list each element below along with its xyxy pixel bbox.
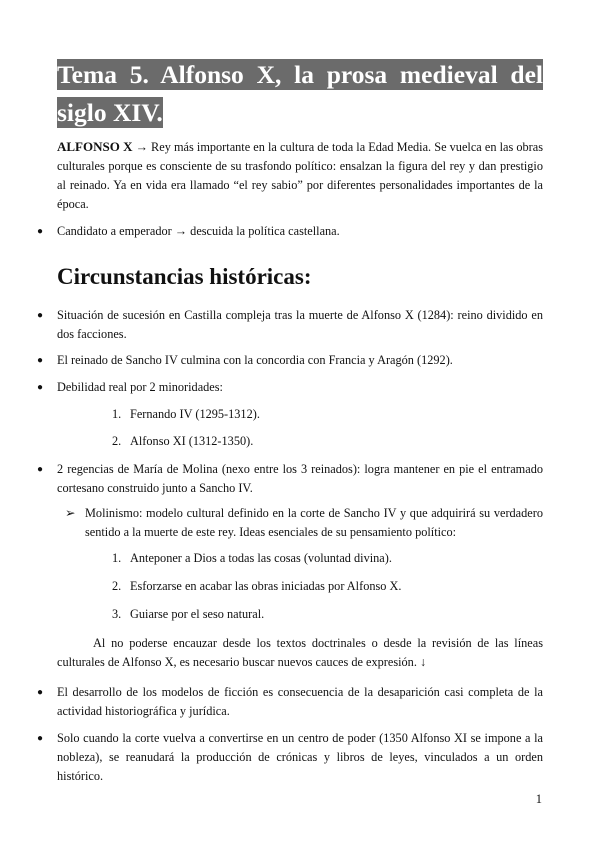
list-item: [112, 432, 253, 451]
intro-bold: ALFONSO X: [57, 139, 133, 154]
list-text: Fernando IV (1295-1312).: [130, 407, 260, 421]
list-text: Alfonso XI (1312-1350).: [130, 434, 254, 448]
bullet-dot-icon: ●: [37, 733, 44, 744]
bullet-corte: [37, 729, 543, 786]
bullet-dot-icon: ●: [37, 226, 44, 237]
list-number: 3.: [112, 607, 122, 621]
bullet-text: Debilidad real por 2 minoridades:: [57, 380, 223, 394]
section-heading: Circunstancias históricas:: [57, 264, 312, 289]
list-item: [112, 549, 392, 568]
bullet-regencias: [37, 460, 543, 498]
bullet-dot-icon: ●: [37, 355, 44, 366]
body-paragraph: Al no poderse encauzar desde los textos doctrinales o desde la revisión de las líneas culturales de Alfonso X, es necesario buscar nuevos cauces de expresión. ↓: [57, 636, 543, 669]
list-number: 2.: [112, 434, 122, 448]
bullet-text: 2 regencias de María de Molina (nexo entre los 3 reinados): logra mantener en pie el entramado cortesano construido junto a Sancho IV.: [57, 462, 543, 495]
title-highlight: Tema 5. Alfonso X, la prosa medieval del siglo XIV.: [57, 60, 543, 127]
list-text: Guiarse por el seso natural.: [130, 607, 265, 621]
list-item: [112, 405, 260, 424]
list-number: 1.: [112, 407, 122, 421]
page-title: [57, 56, 543, 132]
bullet-dot-icon: ●: [37, 310, 44, 321]
list-item: [112, 577, 401, 596]
bullet-dot-icon: ●: [37, 382, 44, 393]
molinismo-text: Molinismo: modelo cultural definido en la corte de Sancho IV y que adquirirá su verdadero sentido a la muerte de este rey. Ideas esenciales de su pensamiento político:: [85, 506, 543, 539]
molinismo-item: [65, 504, 543, 542]
list-text: Esforzarse en acabar las obras iniciadas por Alfonso X.: [130, 579, 402, 593]
bullet-text: El desarrollo de los modelos de ficción es consecuencia de la desaparición casi completa de la actividad historiográfica y jurídica.: [57, 685, 543, 718]
intro-text: → Rey más importante en la cultura de toda la Edad Media. Se vuelca en las obras culturales porque es consciente de su trasfondo político: ensalzan la figura del rey y dan prestigio al reinado. Ya en vida era llamado “el rey sabio” por diferentes personalidades importantes de la época.: [57, 140, 543, 211]
bullet-text: Situación de sucesión en Castilla compleja tras la muerte de Alfonso X (1284): reino dividido en dos facciones.: [57, 308, 543, 341]
arrow-marker-icon: ➢: [65, 506, 76, 520]
bullet-text: Candidato a emperador → descuida la política castellana.: [57, 224, 340, 238]
bullet-dot-icon: ●: [37, 687, 44, 698]
list-number: 2.: [112, 579, 122, 593]
bullet-dot-icon: ●: [37, 464, 44, 475]
list-item: [112, 605, 264, 624]
bullet-debilidad: [37, 378, 543, 397]
bullet-candidato: [37, 222, 543, 241]
bullet-text: El reinado de Sancho IV culmina con la concordia con Francia y Aragón (1292).: [57, 353, 453, 367]
bullet-sucesion: [37, 306, 543, 344]
list-text: Anteponer a Dios a todas las cosas (voluntad divina).: [130, 551, 392, 565]
bullet-sancho: [37, 351, 543, 370]
intro-paragraph: [57, 137, 543, 214]
bullet-ficcion: [37, 683, 543, 721]
list-number: 1.: [112, 551, 122, 565]
bullet-text: Solo cuando la corte vuelva a convertirse en un centro de poder (1350 Alfonso XI se impone a la nobleza), se reanudará la producción de crónicas y libros de leyes, vinculados a un orden histórico.: [57, 731, 543, 783]
page-number: 1: [535, 792, 542, 806]
